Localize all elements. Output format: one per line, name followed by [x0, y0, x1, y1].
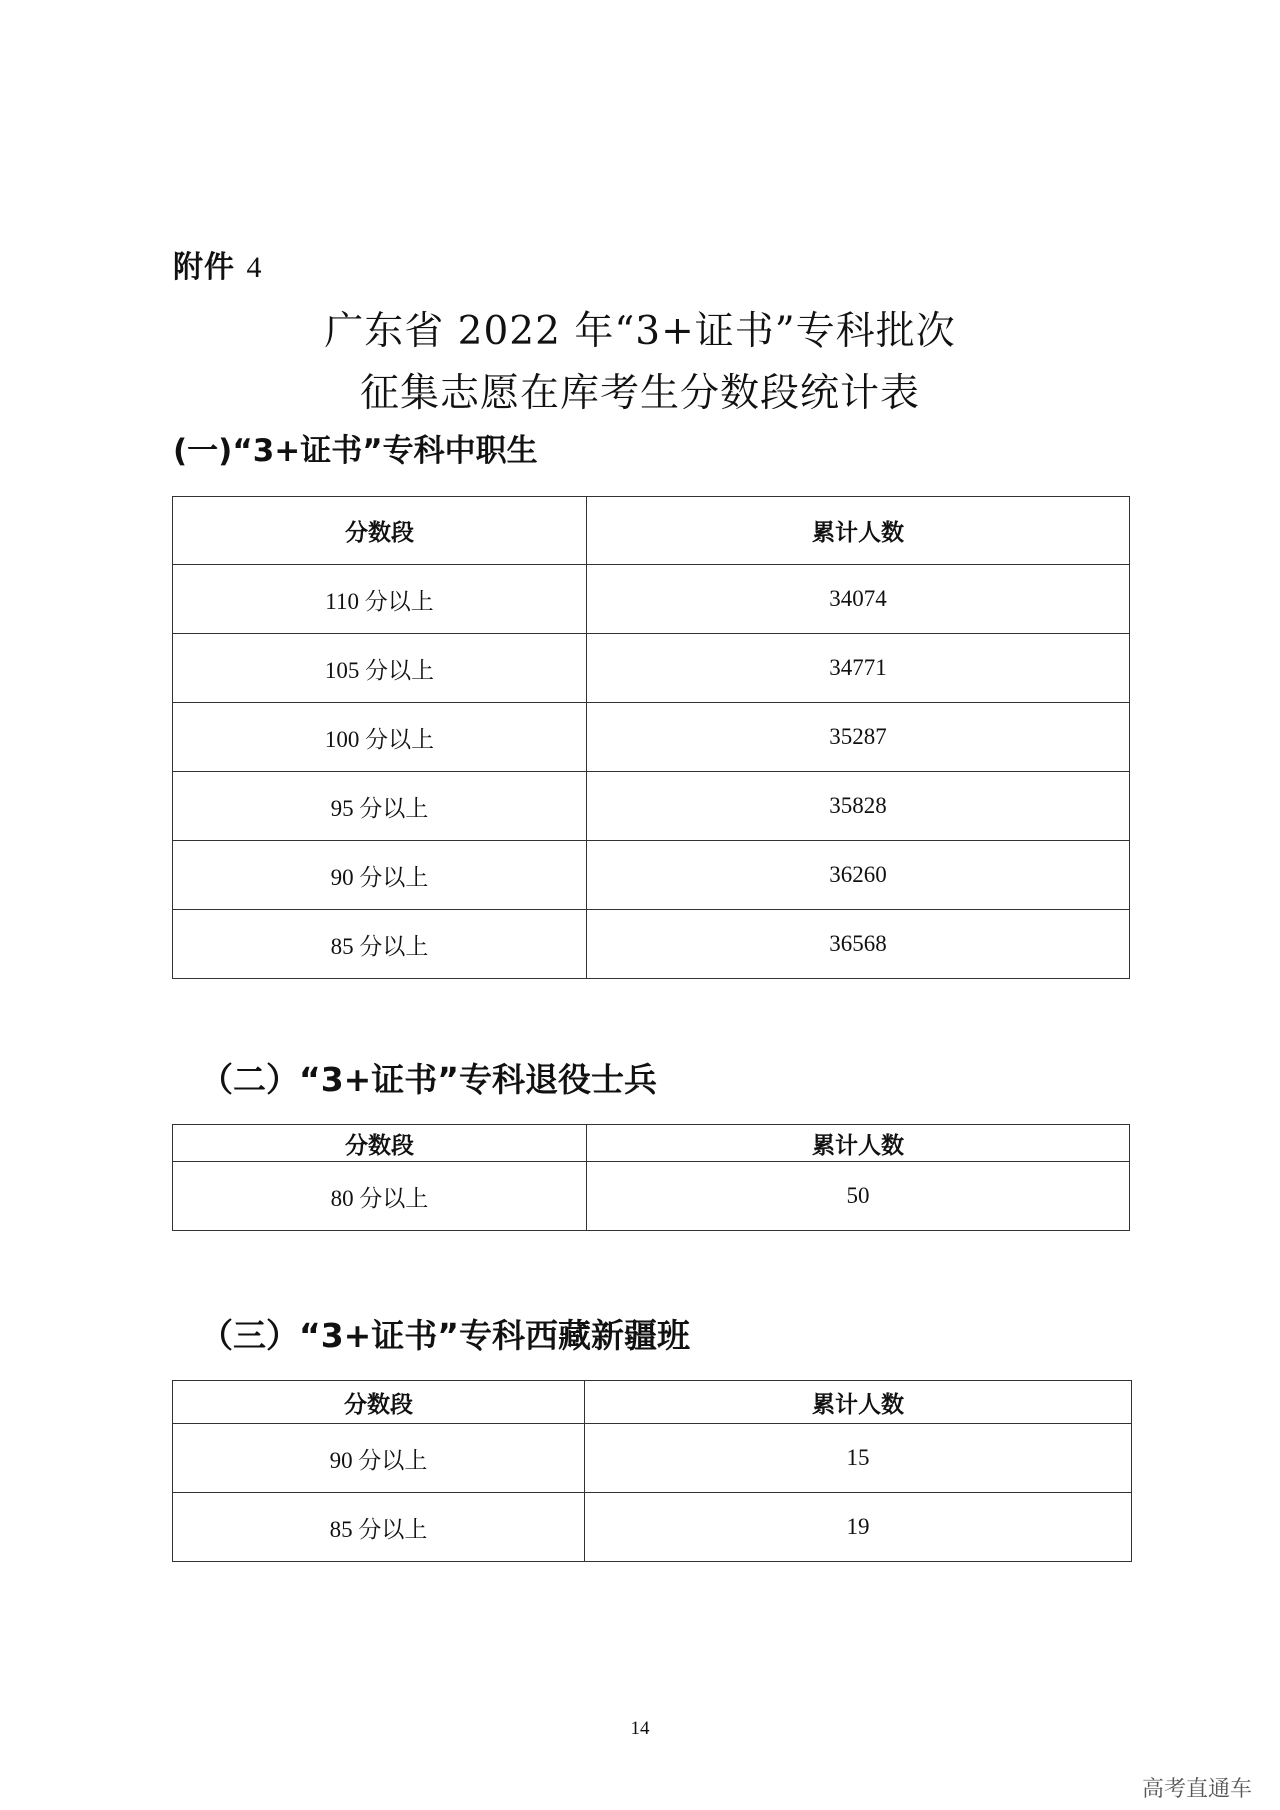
- table-row: [173, 910, 1130, 979]
- table-row: [173, 565, 1130, 634]
- score-range-cell: 85 分以上: [173, 1493, 585, 1562]
- table-row: [173, 634, 1130, 703]
- column-header-score-range: 分数段: [173, 1125, 587, 1162]
- score-range-cell: 100 分以上: [173, 703, 587, 772]
- page-number: 14: [630, 1718, 650, 1739]
- count-cell: 34771: [587, 634, 1130, 703]
- score-table-2: [172, 1124, 1130, 1231]
- column-header-cumulative-count: 累计人数: [585, 1381, 1132, 1424]
- score-range-cell: 85 分以上: [173, 910, 587, 979]
- table-row: [173, 1162, 1130, 1231]
- document-title-line1: 广东省 2022 年“3+证书”专科批次: [324, 309, 956, 354]
- score-table-3: [172, 1380, 1132, 1562]
- column-header-score-range: 分数段: [173, 497, 587, 565]
- count-cell: 50: [587, 1162, 1130, 1231]
- score-range-cell: 110 分以上: [173, 565, 587, 634]
- count-cell: 15: [585, 1424, 1132, 1493]
- watermark: 高考直通车: [1141, 1777, 1252, 1802]
- table-header-row: [173, 1381, 1132, 1424]
- count-cell: 19: [585, 1493, 1132, 1562]
- section-heading-2: （二）“3+证书”专科退役士兵: [200, 1060, 657, 1099]
- attachment-label: [173, 242, 262, 286]
- attachment-number: 4: [246, 251, 263, 284]
- document-title-line2: 征集志愿在库考生分数段统计表: [359, 371, 920, 416]
- table-row: [173, 1424, 1132, 1493]
- count-cell: 36260: [587, 841, 1130, 910]
- count-cell: 36568: [587, 910, 1130, 979]
- column-header-cumulative-count: 累计人数: [587, 497, 1130, 565]
- column-header-score-range: 分数段: [173, 1381, 585, 1424]
- column-header-cumulative-count: 累计人数: [587, 1125, 1130, 1162]
- score-table-1: [172, 496, 1130, 979]
- section-heading-1: (一)“3+证书”专科中职生: [173, 433, 538, 469]
- table-row: [173, 841, 1130, 910]
- count-cell: 34074: [587, 565, 1130, 634]
- attachment-label-text: 附件: [173, 250, 235, 285]
- score-range-cell: 90 分以上: [173, 1424, 585, 1493]
- score-range-cell: 80 分以上: [173, 1162, 587, 1231]
- section-heading-3: （三）“3+证书”专科西藏新疆班: [200, 1316, 690, 1355]
- table-header-row: [173, 497, 1130, 565]
- score-range-cell: 90 分以上: [173, 841, 587, 910]
- score-range-cell: 105 分以上: [173, 634, 587, 703]
- count-cell: 35828: [587, 772, 1130, 841]
- count-cell: 35287: [587, 703, 1130, 772]
- table-row: [173, 772, 1130, 841]
- table-row: [173, 1493, 1132, 1562]
- table-header-row: [173, 1125, 1130, 1162]
- table-row: [173, 703, 1130, 772]
- score-range-cell: 95 分以上: [173, 772, 587, 841]
